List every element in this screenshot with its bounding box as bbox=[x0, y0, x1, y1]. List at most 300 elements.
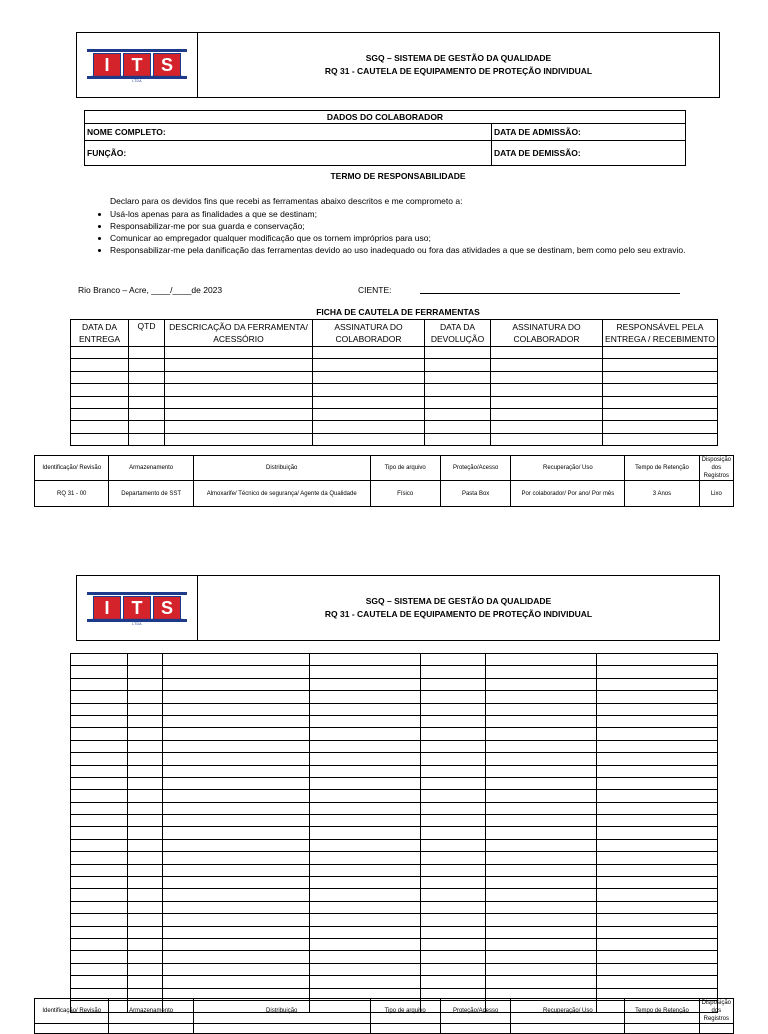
ficha-cell[interactable] bbox=[71, 753, 128, 765]
ficha-cell[interactable] bbox=[129, 396, 165, 408]
ficha-cell[interactable] bbox=[129, 421, 165, 433]
ficha-row bbox=[71, 678, 718, 690]
ficha-cell[interactable] bbox=[128, 765, 163, 777]
ficha-cell[interactable] bbox=[425, 347, 491, 359]
ficha-cell[interactable] bbox=[71, 347, 129, 359]
ficha-cell[interactable] bbox=[421, 877, 486, 889]
ficha-cell[interactable] bbox=[71, 408, 129, 420]
ficha-cell[interactable] bbox=[491, 359, 603, 371]
ficha-cell[interactable] bbox=[129, 347, 165, 359]
ficha-cell[interactable] bbox=[597, 951, 718, 963]
ficha-cell[interactable] bbox=[128, 728, 163, 740]
ficha-cell[interactable] bbox=[421, 889, 486, 901]
ficha-cell[interactable] bbox=[310, 715, 421, 727]
ficha-cell[interactable] bbox=[128, 864, 163, 876]
ficha-cell[interactable] bbox=[163, 926, 310, 938]
ficha-cell[interactable] bbox=[163, 715, 310, 727]
ficha-cell[interactable] bbox=[313, 396, 425, 408]
ficha-cell[interactable] bbox=[128, 740, 163, 752]
ficha-cell[interactable] bbox=[597, 938, 718, 950]
meta-h-armazenamento: Armazenamento bbox=[109, 456, 193, 481]
ficha-row bbox=[71, 815, 718, 827]
ficha-cell[interactable] bbox=[163, 654, 310, 666]
ficha-cell[interactable] bbox=[421, 963, 486, 975]
ficha-cell[interactable] bbox=[313, 384, 425, 396]
ficha-cell[interactable] bbox=[421, 753, 486, 765]
ficha-cell[interactable] bbox=[128, 815, 163, 827]
ficha-cell[interactable] bbox=[597, 777, 718, 789]
ficha-cell[interactable] bbox=[128, 827, 163, 839]
ficha-row bbox=[71, 877, 718, 889]
ficha-cell[interactable] bbox=[421, 938, 486, 950]
ficha-cell[interactable] bbox=[491, 396, 603, 408]
ficha-cell[interactable] bbox=[128, 839, 163, 851]
ficha-cell[interactable] bbox=[163, 728, 310, 740]
ficha-cell[interactable] bbox=[129, 408, 165, 420]
meta-table bbox=[34, 455, 734, 507]
meta-h-identificacao: Identificação/ Revisão bbox=[35, 999, 109, 1024]
ficha-cell[interactable] bbox=[421, 654, 486, 666]
ficha-cell[interactable] bbox=[491, 433, 603, 445]
ficha-row bbox=[71, 976, 718, 988]
ficha-cell[interactable] bbox=[603, 371, 718, 383]
ficha-cell[interactable] bbox=[421, 740, 486, 752]
ficha-cell[interactable] bbox=[597, 839, 718, 851]
logo-cell bbox=[77, 576, 198, 640]
ficha-cell[interactable] bbox=[486, 938, 597, 950]
ficha-cell[interactable] bbox=[310, 951, 421, 963]
ficha-cell[interactable] bbox=[128, 926, 163, 938]
header-title bbox=[198, 576, 719, 640]
ficha-cell[interactable] bbox=[163, 889, 310, 901]
ficha-cell[interactable] bbox=[71, 864, 128, 876]
ficha-cell[interactable] bbox=[421, 864, 486, 876]
ficha-cell[interactable] bbox=[165, 421, 313, 433]
ficha-cell[interactable] bbox=[128, 901, 163, 913]
ficha-cell[interactable] bbox=[597, 901, 718, 913]
meta-v-tempo: 3 Anos bbox=[625, 481, 699, 507]
ficha-cell[interactable] bbox=[421, 815, 486, 827]
ficha-cell[interactable] bbox=[129, 433, 165, 445]
ficha-cell[interactable] bbox=[71, 951, 128, 963]
col-qtd: QTD bbox=[129, 320, 165, 347]
ficha-cell[interactable] bbox=[310, 976, 421, 988]
ficha-cell[interactable] bbox=[71, 740, 128, 752]
ficha-cell[interactable] bbox=[597, 654, 718, 666]
ficha-cell[interactable] bbox=[491, 408, 603, 420]
ficha-cell[interactable] bbox=[163, 839, 310, 851]
ficha-cell[interactable] bbox=[421, 951, 486, 963]
ficha-cell[interactable] bbox=[597, 765, 718, 777]
ficha-row bbox=[71, 802, 718, 814]
ficha-cell[interactable] bbox=[128, 666, 163, 678]
ficha-cell[interactable] bbox=[597, 740, 718, 752]
ficha-cell[interactable] bbox=[421, 926, 486, 938]
ficha-cell[interactable] bbox=[163, 963, 310, 975]
ficha-cell[interactable] bbox=[71, 765, 128, 777]
ficha-cell[interactable] bbox=[71, 371, 129, 383]
ficha-cell[interactable] bbox=[491, 384, 603, 396]
ficha-cell[interactable] bbox=[71, 384, 129, 396]
ficha-cell[interactable] bbox=[129, 371, 165, 383]
meta-value-row bbox=[35, 481, 734, 507]
ficha-cell[interactable] bbox=[421, 691, 486, 703]
ficha-cell[interactable] bbox=[71, 827, 128, 839]
ficha-cell[interactable] bbox=[421, 914, 486, 926]
ficha-cell[interactable] bbox=[486, 678, 597, 690]
ficha-cell[interactable] bbox=[310, 666, 421, 678]
ficha-cell[interactable] bbox=[71, 901, 128, 913]
ficha-cell[interactable] bbox=[165, 359, 313, 371]
ficha-row bbox=[71, 728, 718, 740]
ficha-cell[interactable] bbox=[486, 654, 597, 666]
ficha-cell[interactable] bbox=[597, 963, 718, 975]
ficha-cell[interactable] bbox=[486, 790, 597, 802]
ficha-cell[interactable] bbox=[603, 396, 718, 408]
ficha-cell[interactable] bbox=[486, 728, 597, 740]
ficha-body bbox=[71, 654, 718, 1013]
ficha-cell[interactable] bbox=[491, 421, 603, 433]
ficha-cell[interactable] bbox=[486, 802, 597, 814]
ficha-cell[interactable] bbox=[163, 666, 310, 678]
ficha-cell[interactable] bbox=[421, 827, 486, 839]
ficha-cell[interactable] bbox=[71, 852, 128, 864]
ficha-cell[interactable] bbox=[486, 963, 597, 975]
ficha-row bbox=[71, 384, 718, 396]
ficha-cell[interactable] bbox=[310, 901, 421, 913]
meta-v-armazenamento: Departamento de SST bbox=[109, 481, 193, 507]
ficha-cell[interactable] bbox=[310, 938, 421, 950]
ficha-cell[interactable] bbox=[597, 827, 718, 839]
ficha-cell[interactable] bbox=[165, 396, 313, 408]
ficha-cell[interactable] bbox=[421, 790, 486, 802]
ficha-cell[interactable] bbox=[129, 384, 165, 396]
ficha-cell[interactable] bbox=[486, 815, 597, 827]
termo-title: TERMO DE RESPONSABILIDADE bbox=[330, 171, 466, 181]
ficha-cell[interactable] bbox=[491, 371, 603, 383]
ficha-cell[interactable] bbox=[128, 963, 163, 975]
ficha-cell[interactable] bbox=[165, 371, 313, 383]
ficha-cell[interactable] bbox=[425, 359, 491, 371]
ficha-cell[interactable] bbox=[310, 815, 421, 827]
ficha-cell[interactable] bbox=[425, 371, 491, 383]
ficha-cell[interactable] bbox=[486, 839, 597, 851]
ficha-cell[interactable] bbox=[163, 765, 310, 777]
ficha-cell[interactable] bbox=[310, 691, 421, 703]
ficha-cell[interactable] bbox=[163, 938, 310, 950]
ficha-cell[interactable] bbox=[486, 765, 597, 777]
meta-header-row bbox=[35, 456, 734, 481]
ficha-row bbox=[71, 790, 718, 802]
meta-h-protecao: Proteção/Acesso bbox=[440, 999, 511, 1024]
ficha-cell[interactable] bbox=[310, 802, 421, 814]
ficha-cell[interactable] bbox=[421, 839, 486, 851]
logo-tagline: INDUSTRIA DE TRANSFORMADORES SOLUMINAS LTDA bbox=[91, 75, 183, 83]
ficha-cell[interactable] bbox=[71, 654, 128, 666]
ficha-cell[interactable] bbox=[165, 384, 313, 396]
ficha-cell[interactable] bbox=[425, 421, 491, 433]
ficha-cell[interactable] bbox=[163, 740, 310, 752]
ficha-cell[interactable] bbox=[486, 740, 597, 752]
ficha-cell[interactable] bbox=[425, 384, 491, 396]
ficha-cell[interactable] bbox=[163, 777, 310, 789]
place-date: Rio Branco – Acre, ____/____de 2023 bbox=[78, 285, 223, 295]
ficha-cell[interactable] bbox=[597, 703, 718, 715]
ficha-row bbox=[71, 926, 718, 938]
ficha-cell[interactable] bbox=[486, 877, 597, 889]
ficha-cell[interactable] bbox=[421, 666, 486, 678]
ficha-cell[interactable] bbox=[597, 877, 718, 889]
meta-v-identificacao: RQ 31 - 00 bbox=[35, 481, 109, 507]
ficha-cell[interactable] bbox=[310, 839, 421, 851]
ficha-cell[interactable] bbox=[128, 852, 163, 864]
ficha-cell[interactable] bbox=[310, 790, 421, 802]
meta-h-disposicao: Disposição dos Registros bbox=[699, 456, 733, 481]
ficha-cell[interactable] bbox=[486, 666, 597, 678]
ficha-cell[interactable] bbox=[313, 433, 425, 445]
ficha-cell[interactable] bbox=[597, 790, 718, 802]
ficha-cell[interactable] bbox=[486, 827, 597, 839]
ficha-cell[interactable] bbox=[597, 815, 718, 827]
ficha-cell[interactable] bbox=[71, 802, 128, 814]
ficha-cell[interactable] bbox=[71, 877, 128, 889]
ficha-cell[interactable] bbox=[165, 433, 313, 445]
ficha-cell[interactable] bbox=[71, 839, 128, 851]
ficha-cell[interactable] bbox=[486, 691, 597, 703]
ficha-cell[interactable] bbox=[128, 678, 163, 690]
ficha-cell[interactable] bbox=[71, 914, 128, 926]
termo-intro: Declaro para os devidos fins que recebi as ferramentas abaixo descritos e me comprometo a: bbox=[110, 196, 463, 206]
ficha-row bbox=[71, 827, 718, 839]
ficha-cell[interactable] bbox=[163, 691, 310, 703]
ficha-cell[interactable] bbox=[163, 815, 310, 827]
ficha-cell[interactable] bbox=[310, 852, 421, 864]
ficha-cell[interactable] bbox=[310, 963, 421, 975]
meta-h-tempo: Tempo de Retenção bbox=[625, 999, 699, 1024]
ficha-cell[interactable] bbox=[128, 777, 163, 789]
ficha-row bbox=[71, 753, 718, 765]
ficha-cell[interactable] bbox=[597, 852, 718, 864]
ficha-cell[interactable] bbox=[310, 777, 421, 789]
ficha-cell[interactable] bbox=[597, 666, 718, 678]
ficha-cell[interactable] bbox=[163, 877, 310, 889]
ficha-cell[interactable] bbox=[486, 753, 597, 765]
ficha-row bbox=[71, 963, 718, 975]
ficha-cell[interactable] bbox=[597, 678, 718, 690]
termo-bullets bbox=[76, 208, 706, 256]
logo-letter-t: T bbox=[123, 53, 151, 77]
ficha-cell[interactable] bbox=[310, 753, 421, 765]
ficha-cell[interactable] bbox=[310, 914, 421, 926]
ficha-cell[interactable] bbox=[421, 852, 486, 864]
ficha-cell[interactable] bbox=[486, 703, 597, 715]
ficha-cell[interactable] bbox=[71, 976, 128, 988]
ficha-cell[interactable] bbox=[163, 852, 310, 864]
ficha-cell[interactable] bbox=[310, 654, 421, 666]
header-title-line1: SGQ – SISTEMA DE GESTÃO DA QUALIDADE bbox=[365, 53, 552, 63]
ficha-cell[interactable] bbox=[421, 802, 486, 814]
ficha-cell[interactable] bbox=[129, 359, 165, 371]
ficha-cell[interactable] bbox=[425, 408, 491, 420]
ficha-cell[interactable] bbox=[163, 951, 310, 963]
ficha-cell[interactable] bbox=[163, 827, 310, 839]
ficha-cell[interactable] bbox=[163, 864, 310, 876]
ficha-cell[interactable] bbox=[603, 408, 718, 420]
logo-cell bbox=[77, 33, 198, 97]
ficha-cell[interactable] bbox=[421, 728, 486, 740]
col-data-entrega: DATA DA ENTREGA bbox=[71, 320, 129, 347]
ficha-cell[interactable] bbox=[71, 938, 128, 950]
ficha-cell[interactable] bbox=[603, 433, 718, 445]
ficha-cell[interactable] bbox=[313, 347, 425, 359]
ficha-cell[interactable] bbox=[486, 889, 597, 901]
ficha-cell[interactable] bbox=[71, 715, 128, 727]
ficha-cell[interactable] bbox=[71, 815, 128, 827]
ficha-cell[interactable] bbox=[421, 703, 486, 715]
colaborador-table bbox=[84, 110, 686, 166]
ficha-cell[interactable] bbox=[421, 678, 486, 690]
ficha-cell[interactable] bbox=[128, 654, 163, 666]
ficha-cell[interactable] bbox=[128, 703, 163, 715]
ficha-cell[interactable] bbox=[486, 864, 597, 876]
ficha-cell[interactable] bbox=[310, 926, 421, 938]
ficha-cell[interactable] bbox=[313, 421, 425, 433]
ficha-cell[interactable] bbox=[163, 703, 310, 715]
ficha-cell[interactable] bbox=[128, 691, 163, 703]
ficha-cell[interactable] bbox=[597, 889, 718, 901]
ficha-cell[interactable] bbox=[486, 852, 597, 864]
ficha-row bbox=[71, 901, 718, 913]
header-title bbox=[198, 33, 719, 97]
ficha-cell[interactable] bbox=[128, 753, 163, 765]
ficha-cell[interactable] bbox=[71, 728, 128, 740]
ficha-cell[interactable] bbox=[163, 678, 310, 690]
ficha-cell[interactable] bbox=[71, 963, 128, 975]
ficha-cell[interactable] bbox=[486, 926, 597, 938]
ficha-cell[interactable] bbox=[603, 359, 718, 371]
ficha-cell[interactable] bbox=[310, 678, 421, 690]
data-demissao-label: DATA DE DEMISSÃO: bbox=[492, 141, 686, 166]
ficha-cell[interactable] bbox=[425, 396, 491, 408]
ficha-cell[interactable] bbox=[128, 877, 163, 889]
ficha-cell[interactable] bbox=[421, 777, 486, 789]
ficha-cell[interactable] bbox=[421, 715, 486, 727]
ficha-cell[interactable] bbox=[71, 691, 128, 703]
ficha-cell[interactable] bbox=[597, 864, 718, 876]
ficha-row bbox=[71, 421, 718, 433]
ficha-cell[interactable] bbox=[486, 901, 597, 913]
ficha-cell[interactable] bbox=[603, 347, 718, 359]
ficha-cell[interactable] bbox=[597, 715, 718, 727]
ficha-cell[interactable] bbox=[128, 715, 163, 727]
ficha-cell[interactable] bbox=[310, 765, 421, 777]
ficha-row bbox=[71, 703, 718, 715]
ficha-cell[interactable] bbox=[165, 408, 313, 420]
ficha-cell[interactable] bbox=[310, 877, 421, 889]
ficha-cell[interactable] bbox=[71, 678, 128, 690]
termo-bullet: • Responsabilizar-me por sua guarda e conservação; bbox=[110, 220, 706, 232]
ficha-cell[interactable] bbox=[71, 703, 128, 715]
ficha-cell[interactable] bbox=[163, 790, 310, 802]
ficha-cell[interactable] bbox=[71, 926, 128, 938]
ficha-row bbox=[71, 839, 718, 851]
ficha-cell[interactable] bbox=[163, 901, 310, 913]
ficha-cell[interactable] bbox=[163, 976, 310, 988]
col-data-devolucao: DATA DA DEVOLUÇÃO bbox=[425, 320, 491, 347]
ficha-cell[interactable] bbox=[71, 359, 129, 371]
ficha-row bbox=[71, 864, 718, 876]
ficha-cell[interactable] bbox=[603, 421, 718, 433]
ficha-cell[interactable] bbox=[597, 914, 718, 926]
logo-letter-s: S bbox=[153, 53, 181, 77]
ficha-row bbox=[71, 433, 718, 445]
ficha-row bbox=[71, 347, 718, 359]
ficha-cell[interactable] bbox=[486, 777, 597, 789]
ficha-cell[interactable] bbox=[310, 889, 421, 901]
ficha-cell[interactable] bbox=[163, 914, 310, 926]
ficha-cell[interactable] bbox=[71, 889, 128, 901]
ficha-cell[interactable] bbox=[71, 433, 129, 445]
ficha-cell[interactable] bbox=[603, 384, 718, 396]
ficha-cell[interactable] bbox=[313, 371, 425, 383]
meta-value-row bbox=[35, 1024, 734, 1034]
ficha-cell[interactable] bbox=[71, 421, 129, 433]
ficha-cell[interactable] bbox=[310, 703, 421, 715]
ficha-cell[interactable] bbox=[491, 347, 603, 359]
ficha-cell[interactable] bbox=[71, 790, 128, 802]
ficha-cell[interactable] bbox=[128, 951, 163, 963]
ficha-cell[interactable] bbox=[313, 359, 425, 371]
ficha-cell[interactable] bbox=[128, 976, 163, 988]
ficha-cell[interactable] bbox=[128, 914, 163, 926]
ficha-cell[interactable] bbox=[421, 901, 486, 913]
ficha-row bbox=[71, 889, 718, 901]
ficha-cell[interactable] bbox=[486, 951, 597, 963]
ficha-cell[interactable] bbox=[597, 691, 718, 703]
ficha-cell[interactable] bbox=[486, 976, 597, 988]
ficha-cell[interactable] bbox=[421, 976, 486, 988]
ficha-cell[interactable] bbox=[128, 790, 163, 802]
meta-v-disposicao: Lixo bbox=[699, 481, 733, 507]
ficha-cell[interactable] bbox=[310, 864, 421, 876]
ficha-cell[interactable] bbox=[597, 728, 718, 740]
ficha-cell[interactable] bbox=[163, 802, 310, 814]
ficha-cell[interactable] bbox=[597, 802, 718, 814]
ficha-cell[interactable] bbox=[597, 753, 718, 765]
ficha-row bbox=[71, 852, 718, 864]
ficha-cell[interactable] bbox=[486, 914, 597, 926]
ficha-cell[interactable] bbox=[128, 938, 163, 950]
ficha-cell[interactable] bbox=[597, 976, 718, 988]
ficha-cell[interactable] bbox=[71, 666, 128, 678]
ficha-cell[interactable] bbox=[486, 715, 597, 727]
ficha-cell[interactable] bbox=[71, 777, 128, 789]
ficha-cell[interactable] bbox=[310, 728, 421, 740]
ficha-cell[interactable] bbox=[163, 753, 310, 765]
meta-h-tipo: Tipo de arquivo bbox=[370, 999, 440, 1024]
ficha-cell[interactable] bbox=[425, 433, 491, 445]
meta-h-recuperacao: Recuperação/ Uso bbox=[511, 456, 625, 481]
ficha-cell[interactable] bbox=[597, 926, 718, 938]
ficha-cell[interactable] bbox=[421, 765, 486, 777]
ficha-cell[interactable] bbox=[128, 802, 163, 814]
ficha-cell[interactable] bbox=[313, 408, 425, 420]
ficha-cell[interactable] bbox=[128, 889, 163, 901]
ficha-cell[interactable] bbox=[165, 347, 313, 359]
ficha-cell[interactable] bbox=[71, 396, 129, 408]
ficha-cell[interactable] bbox=[310, 827, 421, 839]
ficha-cell[interactable] bbox=[310, 740, 421, 752]
